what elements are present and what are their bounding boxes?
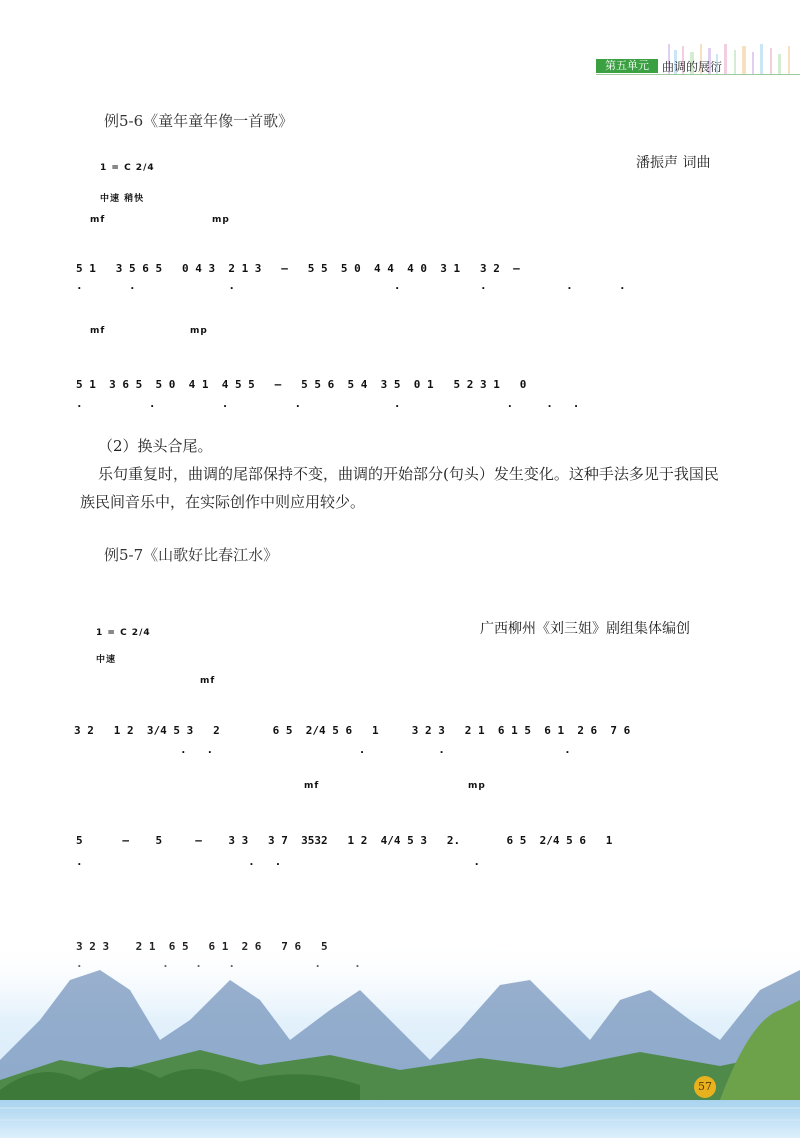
key-signature: 1 = C 2/4 bbox=[100, 163, 155, 173]
key-signature: 1 = C 2/4 bbox=[96, 628, 151, 638]
dynamic-marking: mp bbox=[468, 781, 486, 791]
dynamic-marking: mp bbox=[190, 326, 208, 336]
notation-line: 5 – 5 – 3 3 3 7 3532 1 2 4/4 5 3 2. 6 5 2/4 5 6 1 bbox=[76, 834, 613, 847]
page-number: 57 bbox=[694, 1076, 716, 1098]
tempo-marking: 中速 bbox=[96, 655, 117, 665]
unit-tag: 第五单元 bbox=[596, 59, 658, 73]
header-divider bbox=[596, 74, 800, 75]
example-title: 例5-6《童年童年像一首歌》 bbox=[104, 112, 294, 130]
example-credit: 潘振声 词曲 bbox=[636, 155, 711, 171]
landscape-illustration bbox=[0, 940, 800, 1138]
section-heading: （2）换头合尾。 bbox=[98, 437, 213, 455]
unit-title: 曲调的展衍 bbox=[662, 60, 723, 74]
dynamic-marking: mp bbox=[212, 215, 230, 225]
octave-dots: · · · · · · · bbox=[76, 282, 626, 295]
octave-dots: · · · · bbox=[76, 858, 480, 871]
dynamic-marking: mf bbox=[90, 326, 106, 336]
example-credit: 广西柳州《刘三姐》剧组集体编创 bbox=[480, 621, 690, 637]
notation-line: 3 2 1 2 3/4 5 3 2 6 5 2/4 5 6 1 3 2 3 2 1 6 1 5 6 1 2 6 7 6 bbox=[74, 724, 631, 737]
notation-line: 5 1 3 6 5 5 0 4 1 4 5 5 – 5 5 6 5 4 3 5 0 1 5 2 3 1 0 bbox=[76, 378, 527, 391]
notation-line: 5 1 3 5 6 5 0 4 3 2 1 3 – 5 5 5 0 4 4 4 0 3 1 3 2 – bbox=[76, 262, 520, 275]
dynamic-marking: mf bbox=[200, 676, 216, 686]
dynamic-marking: mf bbox=[90, 215, 106, 225]
tempo-marking: 中速 稍快 bbox=[100, 194, 145, 204]
dynamic-marking: mf bbox=[304, 781, 320, 791]
example-title: 例5-7《山歌好比春江水》 bbox=[104, 546, 279, 564]
octave-dots: · · · · · bbox=[74, 746, 571, 759]
section-paragraph: 乐句重复时，曲调的尾部保持不变，曲调的开始部分(句头）发生变化。这种手法多见于我国民族民间音乐中，在实际创作中则应用较少。 bbox=[80, 465, 719, 511]
octave-dots: · · · · · · · · bbox=[76, 400, 580, 413]
